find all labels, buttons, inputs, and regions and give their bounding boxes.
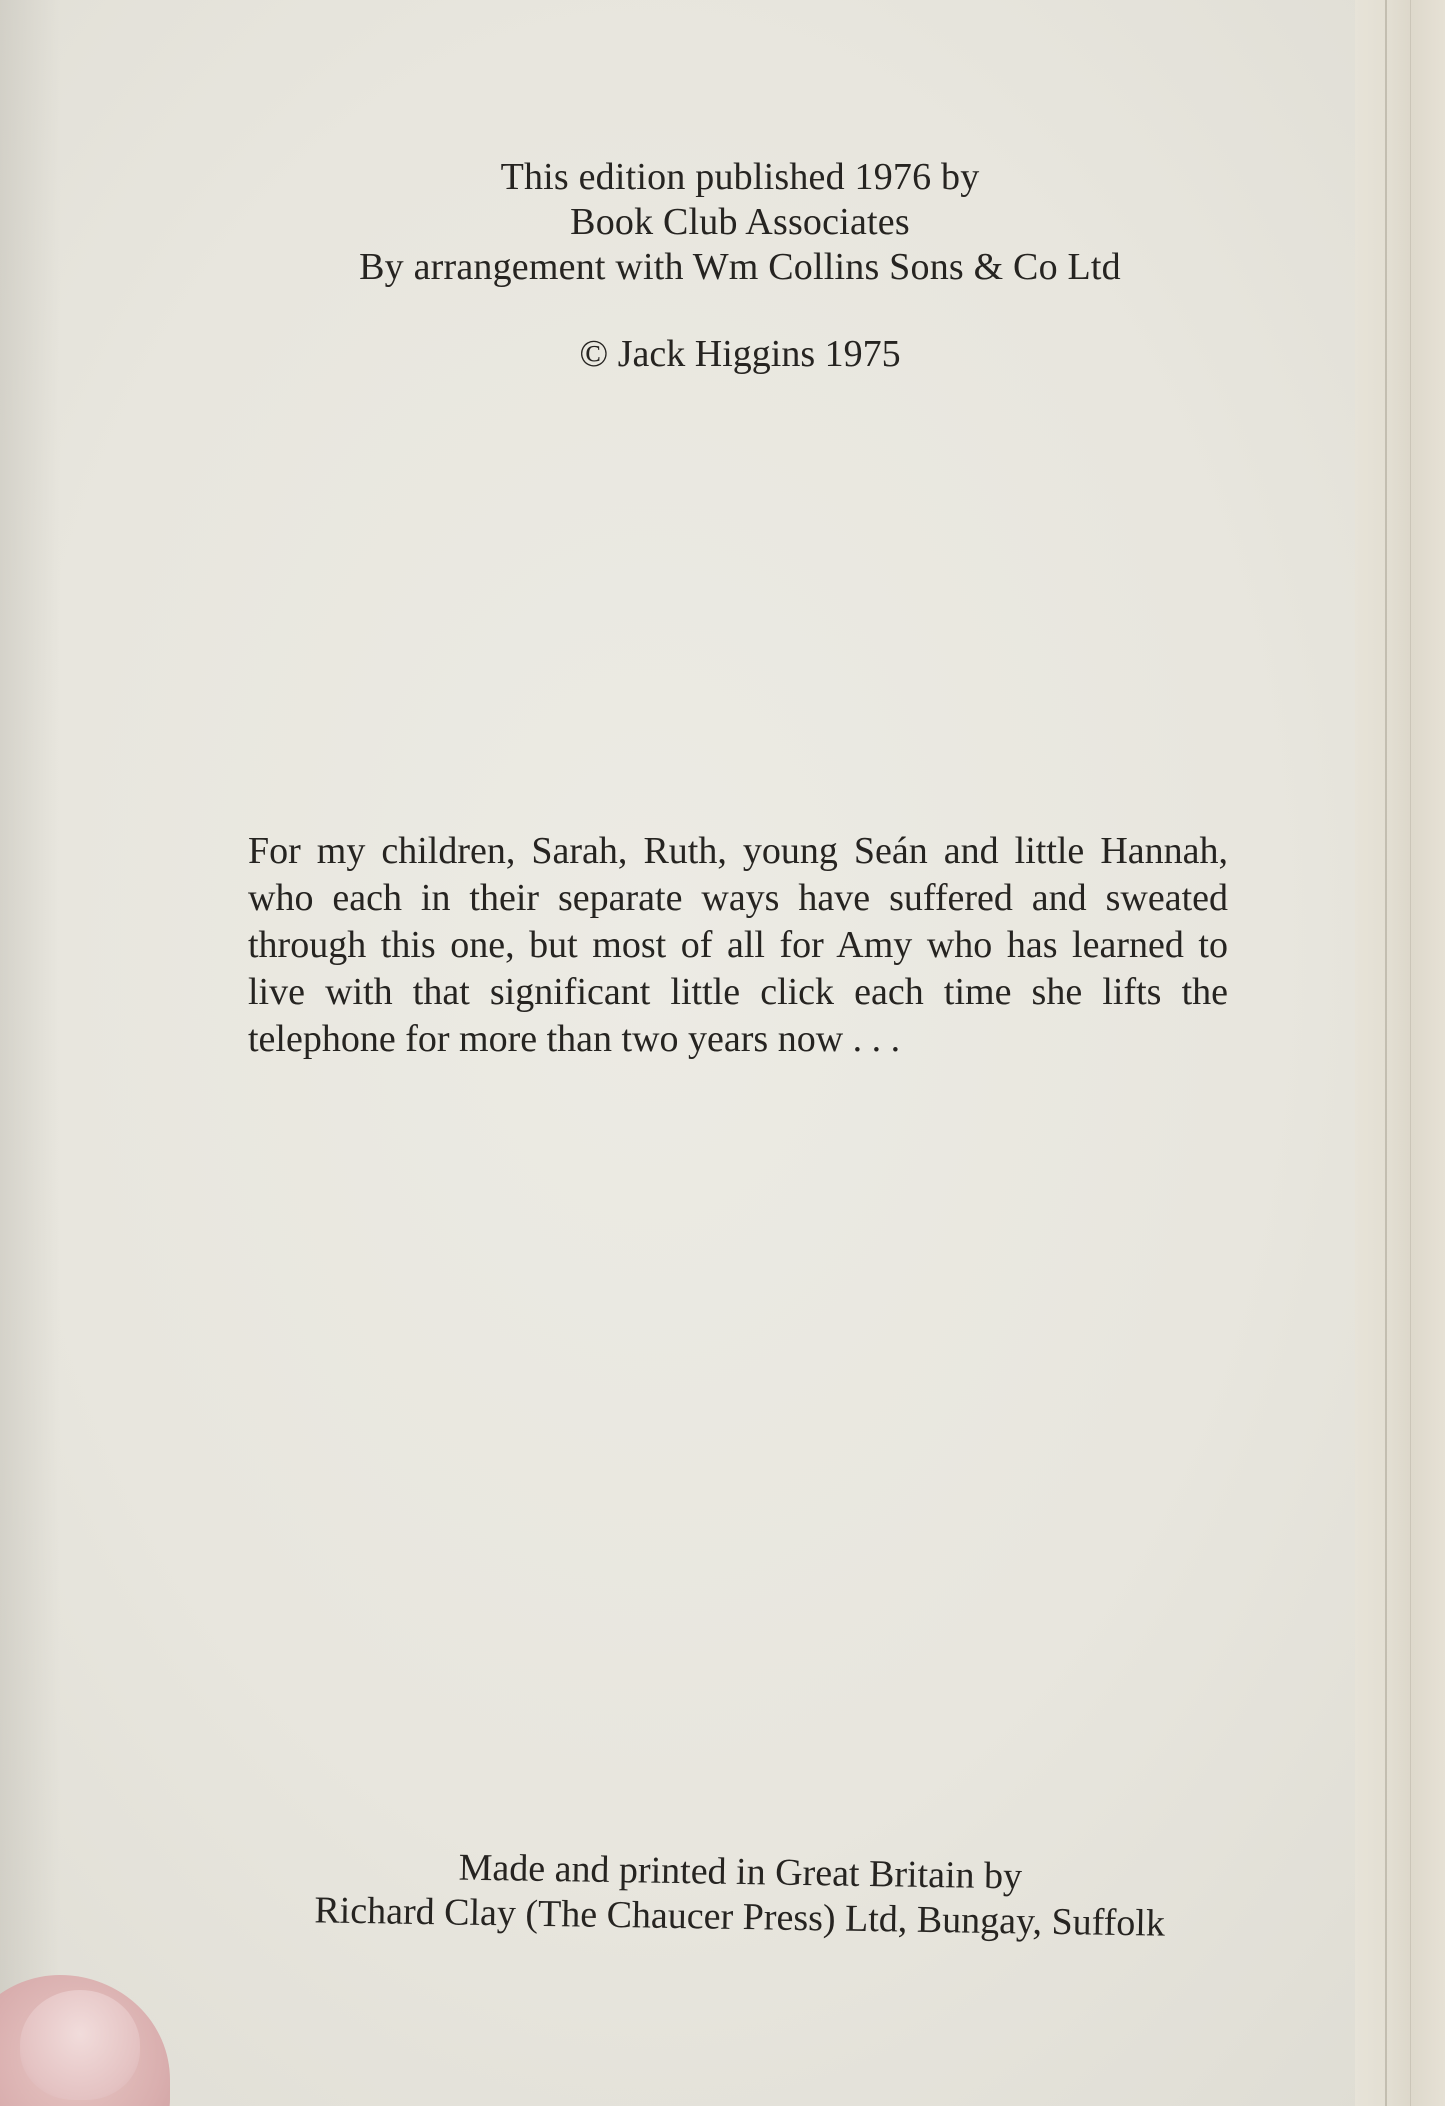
printer-line: Made and printed in Great Britain by [458,1846,1023,1898]
page-gutter-shadow [0,0,60,2106]
page-edge-line [1410,0,1411,2106]
printer-credit [249,1842,1230,1947]
imprint-block [250,155,1230,290]
printer-line: Richard Clay (The Chaucer Press) Ltd, Bungay, Suffolk [314,1889,1166,1945]
imprint-line: Book Club Associates [570,201,910,243]
copyright-notice: © Jack Higgins 1975 [579,333,901,375]
imprint-line: This edition published 1976 by [500,156,980,198]
dedication-paragraph: For my children, Sarah, Ruth, young Seán and little Hannah, who each in their separate ways have suffered and sweated through this one, but most of all for Amy who has learned to live with that significant little click each time she lifts the telephone for more than two years now . . . [248,830,1228,1060]
page-edge-line [1385,0,1387,2106]
page-edges [1355,0,1445,2106]
imprint-line: By arrangement with Wm Collins Sons & Co Ltd [359,246,1121,288]
fingernail [20,1990,140,2100]
